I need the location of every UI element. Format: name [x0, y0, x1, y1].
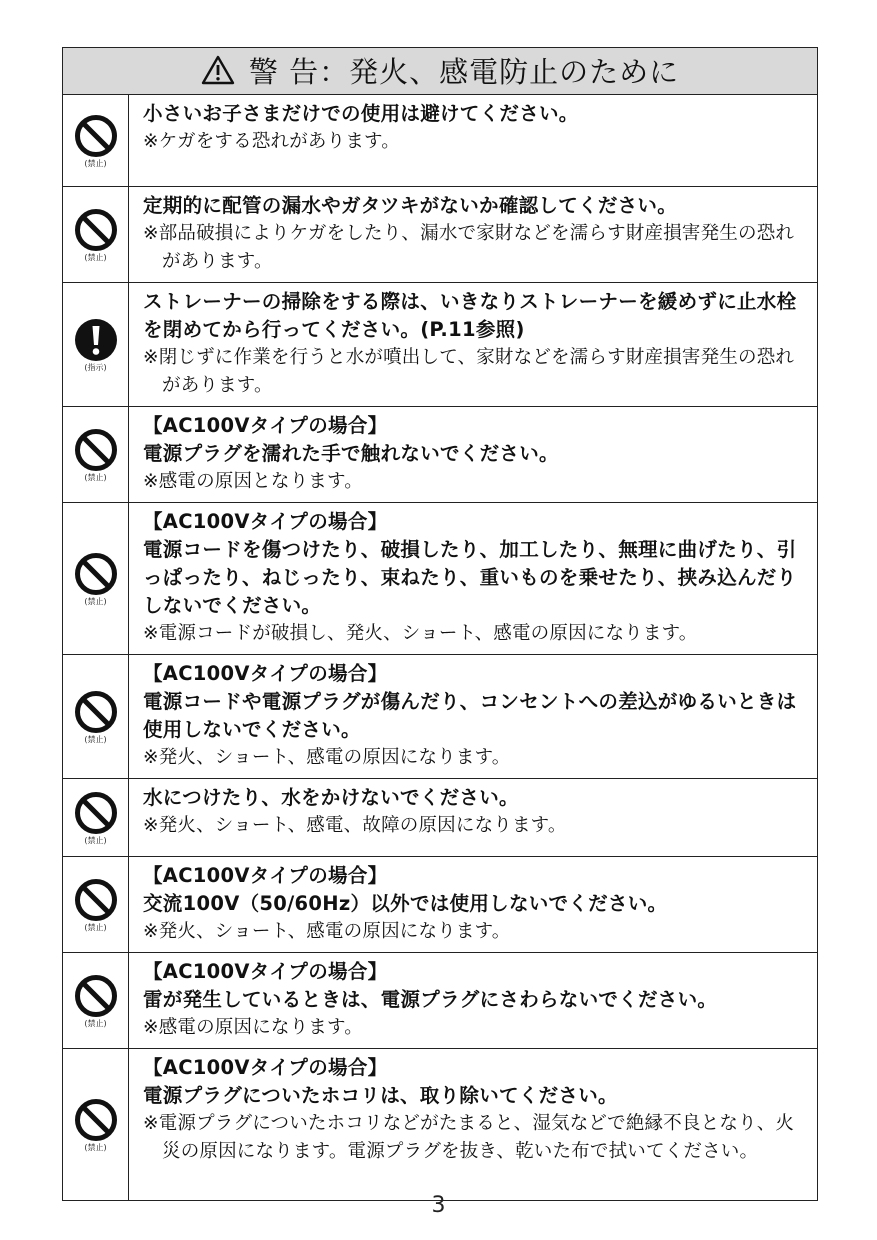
- prohibition-icon: [74, 552, 118, 596]
- warning-condition: 【AC100Vタイプの場合】: [143, 864, 388, 887]
- warning-row: [63, 1049, 818, 1201]
- icon-caption: (禁止): [84, 596, 107, 606]
- warning-row: [63, 407, 818, 503]
- icon-caption: (禁止): [84, 252, 107, 262]
- row-icon-cell: [63, 857, 129, 953]
- prohibition-icon: [74, 208, 118, 252]
- warning-note: ※閉じずに作業を行うと水が噴出して、家財などを濡らす財産損害発生の恐れがあります。: [143, 347, 795, 396]
- row-icon-cell: [63, 953, 129, 1049]
- icon-caption: (禁止): [84, 922, 107, 932]
- row-icon-cell: [63, 187, 129, 283]
- icon-caption: (禁止): [84, 158, 107, 168]
- prohibition-icon: [74, 974, 118, 1018]
- instruction-icon: [74, 318, 118, 362]
- row-icon-cell: [63, 503, 129, 655]
- row-text-cell: [129, 187, 818, 283]
- warning-condition: 【AC100Vタイプの場合】: [143, 662, 388, 685]
- prohibition-icon: [74, 114, 118, 158]
- warning-row: [63, 187, 818, 283]
- warning-condition: 【AC100Vタイプの場合】: [143, 510, 388, 533]
- warning-row: [63, 283, 818, 407]
- warning-note: ※電源コードが破損し、発火、ショート、感電の原因になります。: [143, 623, 698, 644]
- warning-instruction: 雷が発生しているときは、電源プラグにさわらないでください。: [143, 988, 718, 1011]
- warning-note: ※ケガをする恐れがあります。: [143, 131, 400, 152]
- row-icon-cell: [63, 95, 129, 187]
- prohibition-icon: [74, 690, 118, 734]
- warning-instruction: 交流100V（50/60Hz）以外では使用しないでください。: [143, 892, 668, 915]
- row-text-cell: [129, 779, 818, 857]
- row-icon-cell: [63, 407, 129, 503]
- row-text-cell: [129, 953, 818, 1049]
- row-icon-cell: [63, 1049, 129, 1201]
- warning-row: [63, 857, 818, 953]
- row-text-cell: [129, 95, 818, 187]
- warning-note: ※発火、ショート、感電の原因になります。: [143, 921, 511, 942]
- prohibition-icon: [74, 878, 118, 922]
- warning-header-row: [63, 48, 818, 95]
- warning-note: ※発火、ショート、感電、故障の原因になります。: [143, 815, 567, 836]
- warning-header: [63, 48, 818, 95]
- page-number: 3: [431, 1193, 446, 1218]
- icon-caption: (禁止): [84, 1142, 107, 1152]
- warning-table: [62, 47, 818, 1201]
- warning-rows: [63, 95, 818, 1201]
- warning-note: ※感電の原因となります。: [143, 471, 363, 492]
- warning-note: ※電源プラグについたホコリなどがたまると、湿気などで絶縁不良となり、火災の原因になります。電源プラグを抜き、乾いた布で拭いてください。: [143, 1113, 795, 1162]
- icon-caption: (指示): [84, 362, 107, 372]
- warning-condition: 【AC100Vタイプの場合】: [143, 414, 388, 437]
- row-icon-cell: [63, 655, 129, 779]
- warning-row: [63, 953, 818, 1049]
- warning-note: ※部品破損によりケガをしたり、漏水で家財などを濡らす財産損害発生の恐れがあります。: [143, 223, 795, 272]
- warning-instruction: 電源プラグを濡れた手で触れないでください。: [143, 442, 559, 465]
- row-text-cell: [129, 1049, 818, 1201]
- row-text-cell: [129, 407, 818, 503]
- icon-caption: (禁止): [84, 1018, 107, 1028]
- warning-row: [63, 655, 818, 779]
- warning-instruction: 定期的に配管の漏水やガタツキがないか確認してください。: [143, 194, 678, 217]
- prohibition-icon: [74, 1098, 118, 1142]
- warning-instruction: 小さいお子さまだけでの使用は避けてください。: [143, 102, 579, 125]
- warning-condition: 【AC100Vタイプの場合】: [143, 960, 388, 983]
- icon-caption: (禁止): [84, 835, 107, 845]
- warning-instruction: 電源コードを傷つけたり、破損したり、加工したり、無理に曲げたり、引っぱったり、ねじったり、束ねたり、重いものを乗せたり、挟み込んだりしないでください。: [143, 538, 797, 617]
- row-text-cell: [129, 503, 818, 655]
- row-text-cell: [129, 283, 818, 407]
- prohibition-icon: [74, 791, 118, 835]
- icon-caption: (禁止): [84, 472, 107, 482]
- row-text-cell: [129, 655, 818, 779]
- warning-instruction: 水につけたり、水をかけないでください。: [143, 786, 519, 809]
- row-icon-cell: [63, 779, 129, 857]
- icon-caption: (禁止): [84, 734, 107, 744]
- warning-instruction: ストレーナーの掃除をする際は、いきなりストレーナーを緩めずに止水栓を閉めてから行ってください。(P.11参照): [143, 290, 797, 341]
- warning-instruction: 電源コードや電源プラグが傷んだり、コンセントへの差込がゆるいときは使用しないでください。: [143, 690, 797, 741]
- warning-condition: 【AC100Vタイプの場合】: [143, 1056, 388, 1079]
- prohibition-icon: [74, 428, 118, 472]
- warning-instruction: 電源プラグについたホコリは、取り除いてください。: [143, 1084, 618, 1107]
- warning-note: ※感電の原因になります。: [143, 1017, 363, 1038]
- warning-row: [63, 503, 818, 655]
- row-icon-cell: [63, 283, 129, 407]
- row-text-cell: [129, 857, 818, 953]
- warning-row: [63, 779, 818, 857]
- warning-triangle-icon: [201, 55, 235, 85]
- warning-row: [63, 95, 818, 187]
- warning-note: ※発火、ショート、感電の原因になります。: [143, 747, 511, 768]
- warning-title: 警 告：発火、感電防止のために: [248, 54, 680, 89]
